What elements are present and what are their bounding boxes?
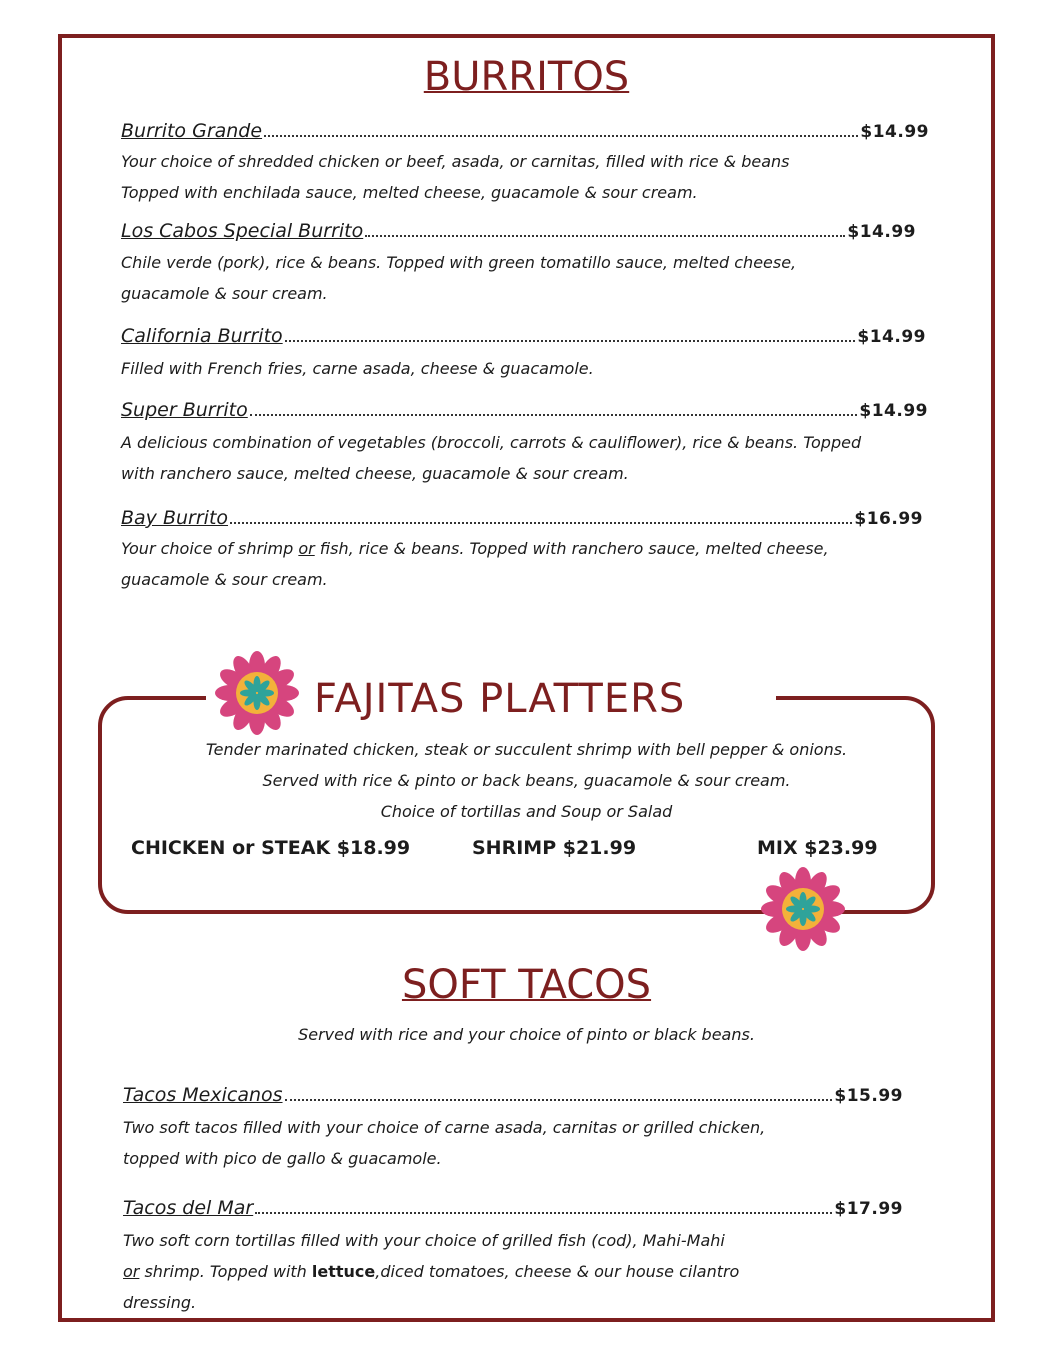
dot-leader xyxy=(285,339,856,342)
flower-icon xyxy=(214,650,300,736)
fajitas-price-mix: MIX $23.99 xyxy=(757,837,878,859)
fajitas-description-line: Choice of tortillas and Soup or Salad xyxy=(380,802,673,821)
fajitas-description-line: Served with rice & pinto or back beans, guacamole & sour cream. xyxy=(262,771,791,790)
dot-leader xyxy=(365,234,845,237)
fajitas-price-shrimp: SHRIMP $21.99 xyxy=(472,837,637,859)
flower-icon xyxy=(760,866,846,952)
item-name: Super Burrito xyxy=(121,399,248,421)
menu-item-california-burrito xyxy=(121,324,926,384)
item-description: A delicious combination of vegetables (broccoli, carrots & cauliflower), rice & beans. Topped with ranchero sauce, melted cheese, guacamole & sour cream. xyxy=(121,433,862,483)
item-description: Two soft corn tortillas filled with your choice of grilled fish (cod), Mahi-Mahi or shrimp. Topped with lettuce,diced tomatoes, cheese & our house cilantro dressing. xyxy=(123,1231,740,1312)
item-description: Filled with French fries, carne asada, cheese & guacamole. xyxy=(121,359,594,378)
dot-leader xyxy=(285,1098,833,1101)
menu-item-super-burrito xyxy=(121,398,928,489)
menu-item-bay-burrito xyxy=(121,506,923,595)
item-price: $14.99 xyxy=(847,222,916,242)
fajitas-price-chicken-steak: CHICKEN or STEAK $18.99 xyxy=(131,837,411,859)
item-name: Tacos Mexicanos xyxy=(123,1084,283,1106)
item-name: Bay Burrito xyxy=(121,507,229,529)
item-price: $14.99 xyxy=(860,122,929,142)
item-price: $16.99 xyxy=(854,509,923,529)
item-name: Los Cabos Special Burrito xyxy=(121,220,364,242)
item-name: Burrito Grande xyxy=(121,120,263,142)
item-description: Two soft tacos filled with your choice of carne asada, carnitas or grilled chicken, topped with pico de gallo & guacamole. xyxy=(123,1118,766,1168)
fajitas-title: FAJITAS PLATTERS xyxy=(314,676,686,722)
dot-leader xyxy=(255,1211,832,1214)
menu-item-tacos-mexicanos xyxy=(123,1083,903,1174)
item-description: Your choice of shredded chicken or beef, asada, or carnitas, filled with rice & beans Topped with enchilada sauce, melted cheese, guacamole & sour cream. xyxy=(121,152,790,202)
item-price: $17.99 xyxy=(834,1199,903,1219)
soft-tacos-intro: Served with rice and your choice of pinto or black beans. xyxy=(298,1025,755,1044)
dot-leader xyxy=(250,413,858,416)
item-description: Your choice of shrimp or fish, rice & beans. Topped with ranchero sauce, melted cheese, guacamole & sour cream. xyxy=(121,539,829,589)
burritos-title: BURRITOS xyxy=(423,54,630,100)
item-name: Tacos del Mar xyxy=(123,1197,254,1219)
item-price: $15.99 xyxy=(834,1086,903,1106)
soft-tacos-title: SOFT TACOS xyxy=(401,962,652,1008)
item-price: $14.99 xyxy=(857,327,926,347)
menu-item-tacos-del-mar xyxy=(123,1196,903,1318)
menu-item-los-cabos-special-burrito xyxy=(121,219,916,309)
dot-leader xyxy=(230,521,852,524)
fajitas-description-line: Tender marinated chicken, steak or succulent shrimp with bell pepper & onions. xyxy=(205,740,848,759)
item-name: California Burrito xyxy=(121,325,283,347)
item-price: $14.99 xyxy=(859,401,928,421)
item-description: Chile verde (pork), rice & beans. Topped with green tomatillo sauce, melted cheese, guacamole & sour cream. xyxy=(121,253,797,303)
dot-leader xyxy=(264,134,858,137)
menu-item-burrito-grande xyxy=(121,119,929,208)
